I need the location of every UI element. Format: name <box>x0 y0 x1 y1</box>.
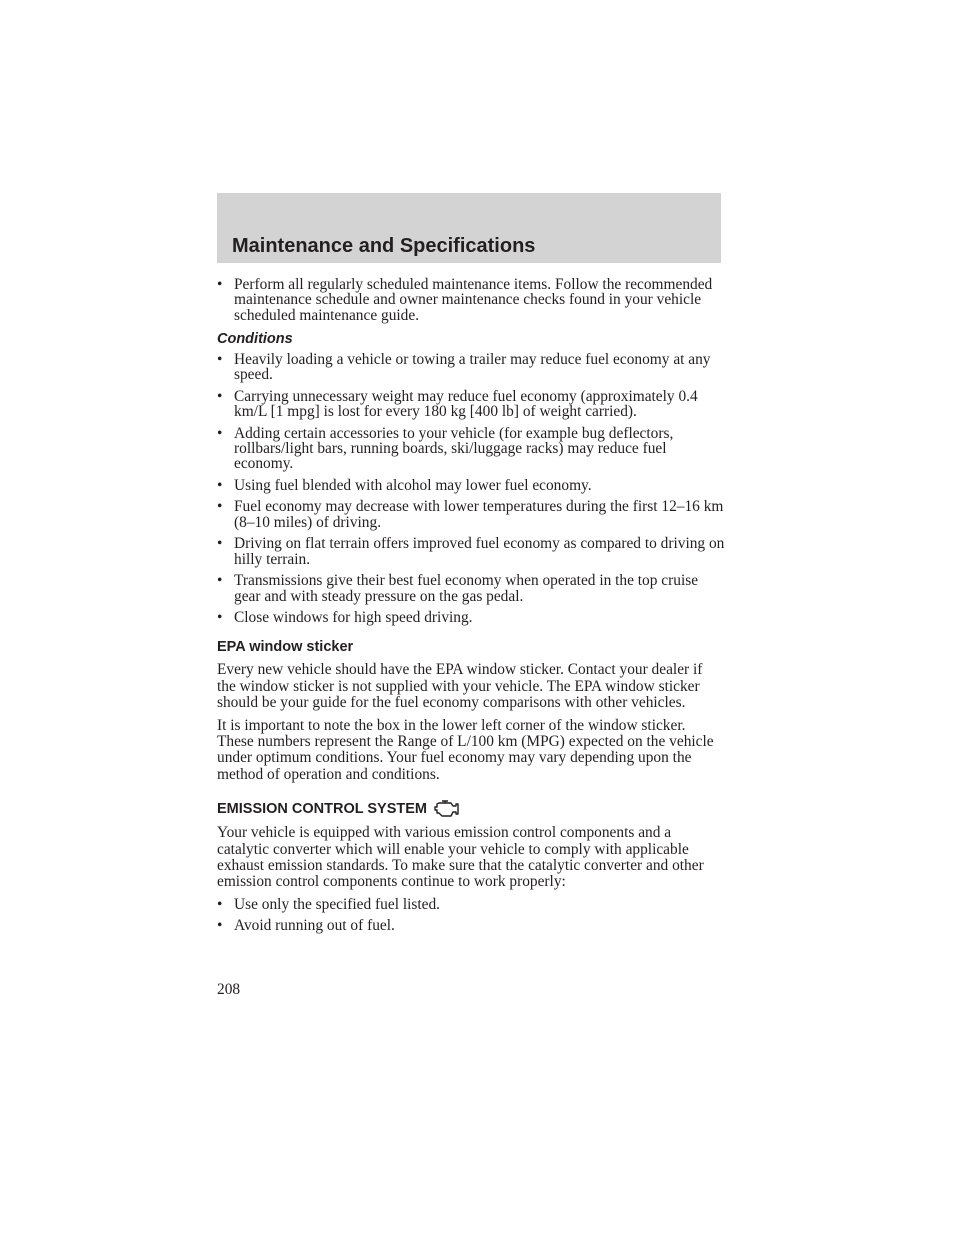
bullet-icon: • <box>217 424 223 442</box>
page-number: 208 <box>217 981 241 998</box>
epa-heading: EPA window sticker <box>217 639 354 656</box>
bullet-icon: • <box>217 895 223 913</box>
list-item-text: Use only the specified fuel listed. <box>234 895 441 913</box>
list-item <box>217 918 725 933</box>
list-item-text: Using fuel blended with alcohol may lower fuel economy. <box>234 476 592 494</box>
bullet-icon: • <box>217 609 223 627</box>
list-item-text: Close windows for high speed driving. <box>234 609 473 627</box>
list-item-text: Perform all regularly scheduled maintenance items. Follow the recommended maintenance schedule and owner maintenance checks found in your vehicle scheduled maintenance guide. <box>234 276 713 324</box>
list-item <box>217 573 725 604</box>
list-item-text: Carrying unnecessary weight may reduce fuel economy (approximately 0.4 km/L [1 mpg] is lost for every 180 kg [400 lb] of weight carried). <box>234 387 698 421</box>
page-title: Maintenance and Specifications <box>232 235 536 257</box>
bullet-icon: • <box>217 476 223 494</box>
emission-paragraph: Your vehicle is equipped with various emission control components and a catalytic converter which will enable your vehicle to comply with applicable exhaust emission standards. To make sure that the catalytic converter and other emission control components continue to work properly: <box>217 824 704 891</box>
emission-heading-text: EMISSION CONTROL SYSTEM <box>217 800 428 817</box>
conditions-heading: Conditions <box>217 330 293 347</box>
list-item-text: Avoid running out of fuel. <box>234 917 395 935</box>
list-item <box>217 478 725 493</box>
engine-icon <box>433 799 463 819</box>
list-item <box>217 610 725 625</box>
list-item <box>217 389 725 420</box>
section-header-band <box>217 193 721 263</box>
bullet-icon: • <box>217 387 223 405</box>
list-item-text: Adding certain accessories to your vehicle (for example bug deflectors, rollbars/light bars, running boards, ski/luggage racks) may reduce fuel economy. <box>234 424 674 473</box>
list-item <box>217 352 725 383</box>
bullet-icon: • <box>217 572 223 590</box>
bullet-icon: • <box>217 276 223 293</box>
intro-bullet-list <box>217 277 725 323</box>
bullet-icon: • <box>217 350 223 368</box>
page-content <box>217 277 725 940</box>
list-item <box>217 277 725 323</box>
emission-bullet-list <box>217 897 725 934</box>
bullet-icon: • <box>217 498 223 516</box>
list-item <box>217 897 725 912</box>
epa-paragraph: It is important to note the box in the lower left corner of the window sticker. These numbers represent the Range of L/100 km (MPG) expected on the vehicle under optimum conditions. Your fuel economy may vary depending upon the method of operation and conditions. <box>217 716 714 783</box>
list-item-text: Transmissions give their best fuel economy when operated in the top cruise gear and with steady pressure on the gas pedal. <box>234 572 699 605</box>
list-item <box>217 426 725 472</box>
list-item-text: Heavily loading a vehicle or towing a trailer may reduce fuel economy at any speed. <box>234 350 711 384</box>
list-item <box>217 499 725 530</box>
list-item <box>217 536 725 567</box>
list-item-text: Driving on flat terrain offers improved fuel economy as compared to driving on hilly terrain. <box>234 535 725 568</box>
emission-heading <box>217 799 725 819</box>
bullet-icon: • <box>217 535 223 553</box>
bullet-icon: • <box>217 917 223 935</box>
list-item-text: Fuel economy may decrease with lower temperatures during the first 12–16 km (8–10 miles) of driving. <box>234 498 724 531</box>
epa-paragraph: Every new vehicle should have the EPA window sticker. Contact your dealer if the window sticker is not supplied with your vehicle. The EPA window sticker should be your guide for the fuel economy comparisons with other vehicles. <box>217 661 703 712</box>
conditions-bullet-list <box>217 352 725 626</box>
